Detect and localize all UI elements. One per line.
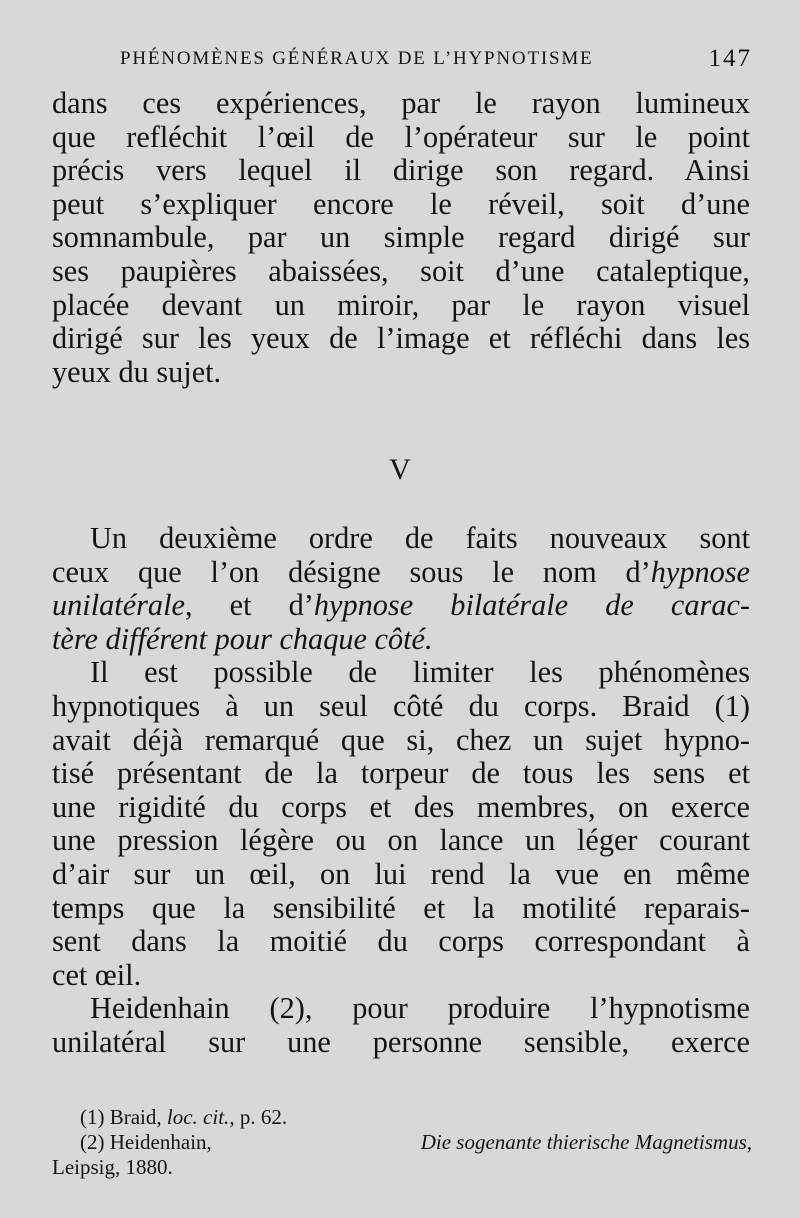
text-line: avait déjà remarqué que si, chez un sujet hypno- — [52, 722, 750, 757]
text-line: Heidenhain (2), pour produire l’hypnotisme — [90, 991, 750, 1026]
text-line: peut s’expliquer encore le réveil, soit d’une — [52, 186, 750, 221]
text-line: dirigé sur les yeux de l’image et réfléchi dans les — [52, 321, 750, 356]
footnotes — [52, 1105, 752, 1180]
italic-term: unilatérale — [52, 588, 185, 623]
text-line: ses paupières abaissées, soit d’une cataleptique, — [52, 253, 750, 288]
text-run: (2) Heidenhain, — [80, 1130, 212, 1154]
text-run: (1) Braid, — [80, 1105, 167, 1129]
text-run: , et d’ — [184, 588, 314, 623]
footnote-1 — [52, 1105, 752, 1130]
footnote-2-continued: Leipsig, 1880. — [52, 1155, 173, 1179]
text-run: ceux que l’on désigne sous le nom d’ — [52, 554, 651, 589]
text-line: tisé présentant de la torpeur de tous les sens et — [52, 756, 750, 791]
section-heading: V — [389, 453, 411, 486]
text-line: yeux du sujet. — [52, 354, 222, 389]
italic-term: loc. cit. — [166, 1105, 230, 1129]
text-line: une pression légère ou on lance un léger courant — [52, 823, 750, 858]
text-run: , p. 62. — [229, 1105, 288, 1129]
text-line: temps que la sensibilité et la motilité reparais- — [52, 890, 750, 925]
text-line: cet œil. — [52, 957, 142, 992]
text-line: placée devant un miroir, par le rayon visuel — [52, 287, 750, 322]
italic-term: tère différent pour chaque côté. — [52, 621, 433, 656]
text-line: Il est possible de limiter les phénomènes — [90, 655, 750, 690]
chapter-title: PHÉNOMÈNES GÉNÉRAUX DE L’HYPNOTISME — [120, 48, 594, 69]
italic-term: hypnose bilatérale de carac- — [313, 588, 751, 623]
text-line — [52, 589, 750, 623]
text-line: précis vers lequel il dirige son regard. Ainsi — [52, 153, 750, 188]
text-line — [52, 623, 750, 657]
text-line: d’air sur un œil, on lui rend la vue en même — [52, 856, 750, 891]
text-line: somnambule, par un simple regard dirigé sur — [52, 220, 750, 255]
main-text-2 — [52, 522, 750, 1060]
running-head — [52, 45, 752, 74]
page-number: 147 — [708, 45, 752, 72]
paragraph-1 — [52, 87, 750, 389]
text-line — [52, 556, 750, 590]
text-line: unilatéral sur une personne sensible, exerce — [52, 1024, 750, 1059]
text-line: que refléchit l’œil de l’opérateur sur le point — [52, 119, 750, 154]
text-line: hypnotiques à un seul côté du corps. Braid (1) — [52, 688, 750, 723]
footnote-2 — [52, 1130, 752, 1155]
text-line: dans ces expériences, par le rayon lumineux — [52, 86, 750, 120]
text-line: Un deuxième ordre de faits nouveaux sont — [90, 521, 750, 555]
italic-term: Die sogenante thierische Magnetismus, — [420, 1130, 752, 1154]
text-line: une rigidité du corps et des membres, on exerce — [52, 789, 750, 824]
text-line: sent dans la moitié du corps correspondant à — [52, 924, 750, 959]
italic-term: hypnose — [650, 554, 750, 589]
